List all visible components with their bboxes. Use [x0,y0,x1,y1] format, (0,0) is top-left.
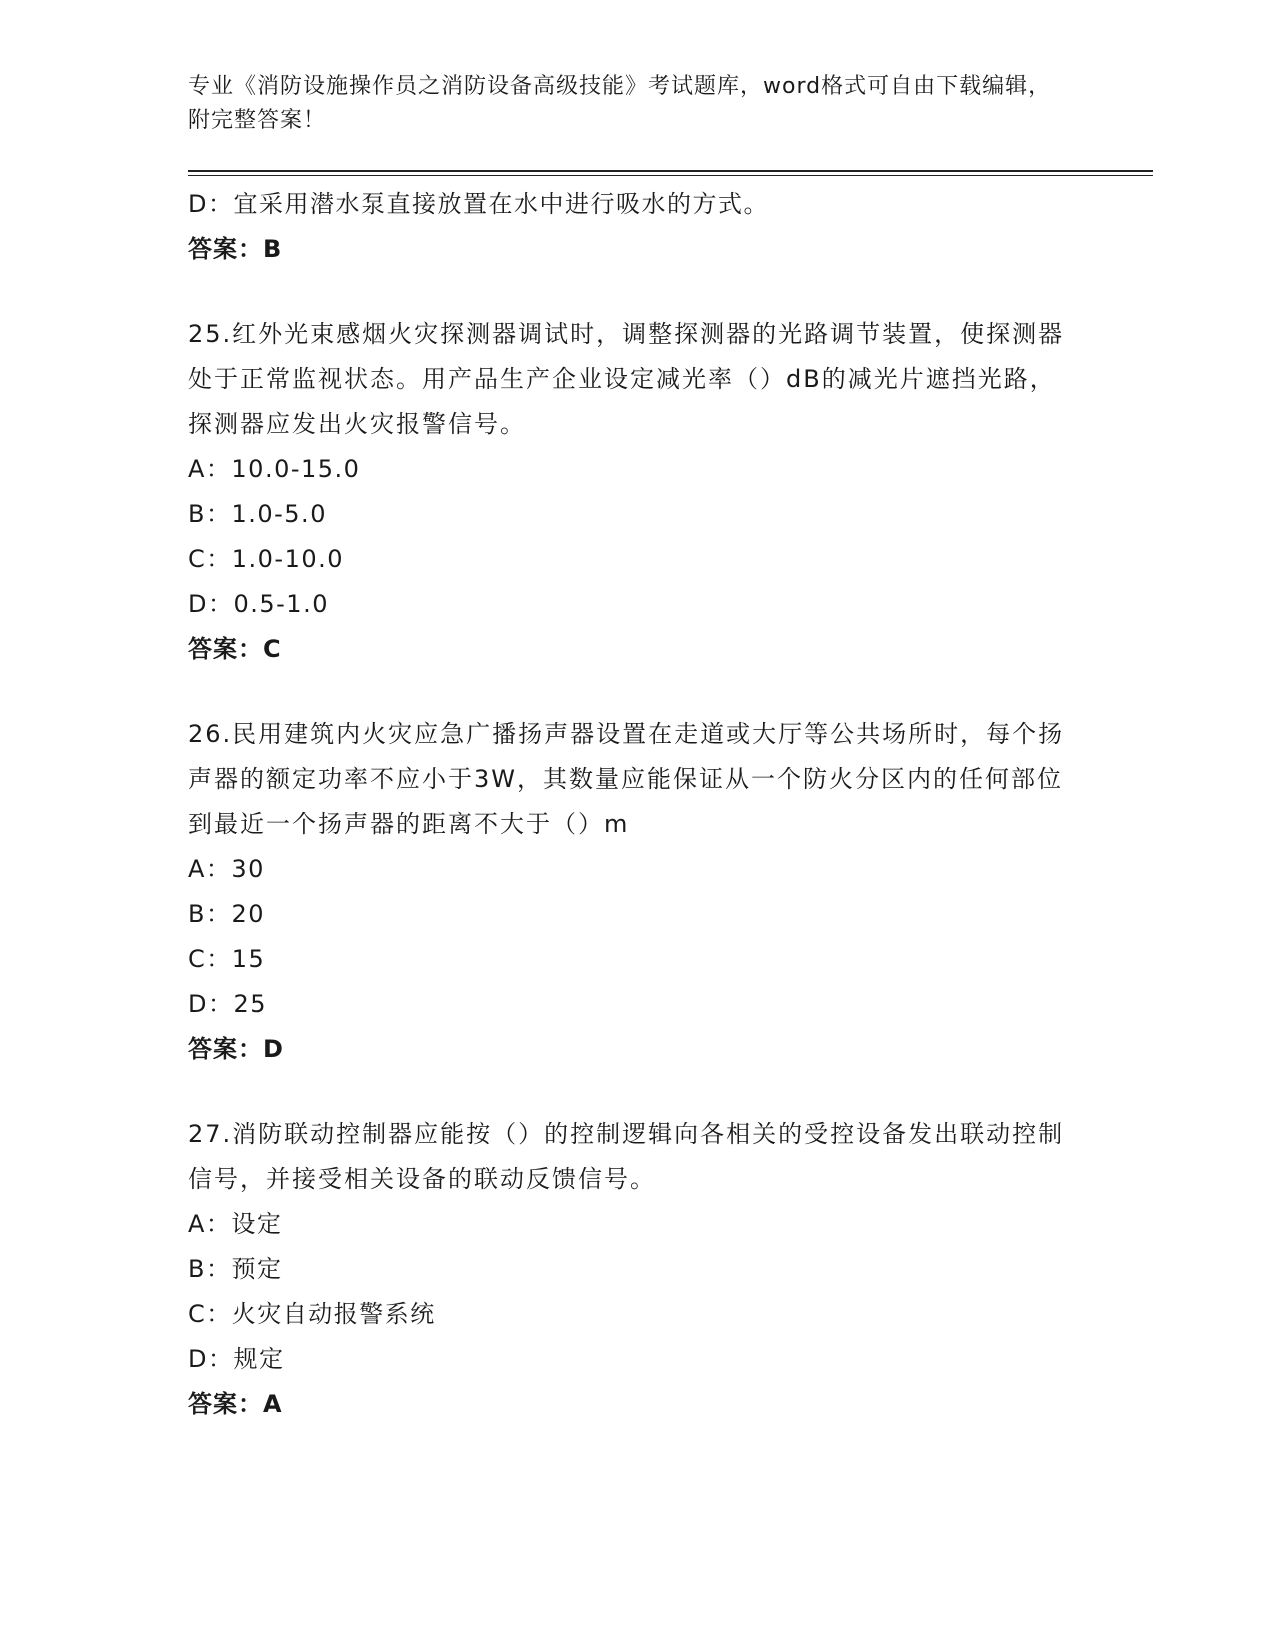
option-c: C：1.0-10.0 [188,545,345,573]
option-a: A：30 [188,855,265,883]
option-d: D：规定 [188,1345,285,1373]
option-a: A：10.0-15.0 [188,455,361,483]
document-header: 专业《消防设施操作员之消防设备高级技能》考试题库，word格式可自由下载编辑，附完整答案！ [188,74,1052,133]
question-stem: 26.民用建筑内火灾应急广播扬声器设置在走道或大厅等公共场所时，每个扬声器的额定功率不应小于3W，其数量应能保证从一个防火分区内的任何部位到最近一个扬声器的距离不大于（）m [188,720,1065,838]
option-c: C：火灾自动报警系统 [188,1300,436,1328]
question-stem: 27.消防联动控制器应能按（）的控制逻辑向各相关的受控设备发出联动控制信号，并接受相关设备的联动反馈信号。 [188,1120,1065,1193]
option-d: D：25 [188,990,268,1018]
option-b: B：1.0-5.0 [188,500,327,528]
option-a: A：设定 [188,1210,283,1238]
question-answer: 答案：A [188,1390,283,1418]
question-answer: 答案：D [188,1035,284,1063]
option-d: D：0.5-1.0 [188,590,329,618]
carryover-option-d: D：宜采用潜水泵直接放置在水中进行吸水的方式。 [188,190,769,218]
option-b: B：20 [188,900,266,928]
header-divider [188,170,1153,176]
carryover-answer: 答案：B [188,235,283,263]
question-26 [188,712,1148,1072]
question-27 [188,1112,1148,1427]
question-stem: 25.红外光束感烟火灾探测器调试时，调整探测器的光路调节装置，使探测器处于正常监视状态。用产品生产企业设定减光率（）dB的减光片遮挡光路，探测器应发出火灾报警信号。 [188,320,1065,438]
option-b: B：预定 [188,1255,283,1283]
question-25 [188,312,1148,672]
option-c: C：15 [188,945,266,973]
question-answer: 答案：C [188,635,282,663]
document-page [188,70,1148,1427]
